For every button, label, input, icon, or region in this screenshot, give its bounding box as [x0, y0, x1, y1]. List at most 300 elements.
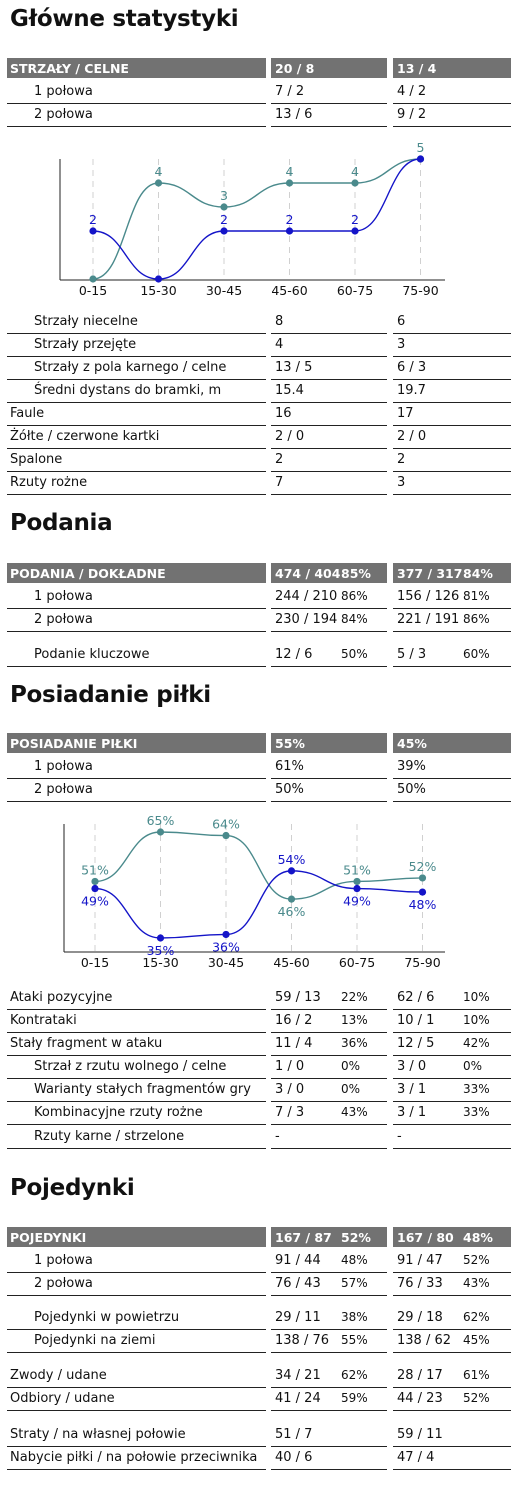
row-team2-percent: 52% [463, 1253, 490, 1267]
header-team2-percent: 84% [463, 566, 493, 581]
data-point [419, 874, 426, 881]
row-team2-percent: 33% [463, 1105, 490, 1119]
row-team1-value: 59 / 13 [275, 990, 321, 1005]
table-row-team1 [271, 609, 387, 632]
table-row-label [7, 1307, 266, 1330]
table-row-team1 [271, 426, 387, 449]
row-team2-value: 4 / 2 [397, 84, 427, 99]
row-team1-value: 2 / 0 [275, 429, 305, 444]
row-team2-value: 3 / 1 [397, 1082, 427, 1097]
row-label: Warianty stałych fragmentów gry [34, 1082, 251, 1097]
table-row-label [7, 1126, 266, 1149]
table-row-label [7, 1273, 266, 1296]
header-team2-value: 377 / 317 [397, 566, 463, 581]
data-label: 51% [81, 862, 109, 878]
row-team2-percent: 62% [463, 1310, 490, 1324]
row-team1-value: 1 / 0 [275, 1059, 305, 1074]
row-team1-value: 34 / 21 [275, 1368, 321, 1383]
data-label: 52% [408, 858, 437, 874]
row-team2-value: 17 [397, 406, 414, 421]
table-row-team1 [271, 756, 387, 779]
row-label: 2 połowa [34, 612, 93, 627]
row-team2-value: 6 / 3 [397, 360, 427, 375]
data-point [353, 885, 360, 892]
x-tick-label: 75-90 [404, 955, 441, 970]
row-team2-value: 5 / 3 [397, 647, 427, 662]
row-label: 2 połowa [34, 107, 93, 122]
row-label: Strzały przejęte [34, 337, 137, 352]
table-header-team2-cell [393, 733, 511, 753]
data-label: 4 [285, 164, 294, 179]
row-team1-value: 7 [275, 475, 284, 490]
table-row-label [7, 779, 266, 802]
row-team2-percent: 42% [463, 1036, 490, 1050]
row-label: Kontrataki [10, 1013, 77, 1028]
table-row-label [7, 334, 266, 357]
table-row-team1 [271, 311, 387, 334]
table-row-label [7, 756, 266, 779]
table-row-team2 [393, 1250, 511, 1273]
row-team2-percent: 0% [463, 1059, 483, 1073]
row-team1-percent: 57% [341, 1276, 368, 1290]
section-title-main-stats: Główne statystyki [10, 6, 239, 32]
table-row-team1 [271, 81, 387, 104]
row-team1-value: 7 / 3 [275, 1105, 305, 1120]
table-row-team2 [393, 357, 511, 380]
row-team2-value: 39% [397, 759, 426, 774]
row-team2-percent: 10% [463, 1013, 490, 1027]
row-team1-percent: 48% [341, 1253, 368, 1267]
row-label: 1 połowa [34, 84, 93, 99]
row-label: Ataki pozycyjne [10, 990, 113, 1005]
row-team1-percent: 0% [341, 1082, 361, 1096]
row-team2-percent: 52% [463, 1391, 490, 1405]
data-point [222, 931, 229, 938]
table-row-team1 [271, 1424, 387, 1447]
row-team2-value: 3 / 1 [397, 1105, 427, 1120]
table-row-team2 [393, 472, 511, 495]
row-team1-value: 4 [275, 337, 284, 352]
data-point [91, 885, 98, 892]
row-team2-percent: 86% [463, 612, 490, 626]
row-label: Stały fragment w ataku [10, 1036, 163, 1051]
table-row-team1 [271, 644, 387, 667]
table-row-team2 [393, 1388, 511, 1411]
table-row-team1 [271, 357, 387, 380]
table-row-label [7, 1102, 266, 1125]
table-row-team1 [271, 586, 387, 609]
series-line [93, 159, 421, 279]
row-label: Kombinacyjne rzuty rożne [34, 1105, 203, 1120]
row-label: Faule [10, 406, 45, 421]
data-point [155, 179, 162, 186]
row-team1-percent: 86% [341, 589, 368, 603]
row-label: Odbiory / udane [10, 1391, 115, 1406]
table-row-team1 [271, 779, 387, 802]
row-team1-percent: 55% [341, 1333, 368, 1347]
data-label: 48% [408, 897, 437, 913]
header-team2-value: 45% [397, 736, 427, 751]
row-label: 1 połowa [34, 759, 93, 774]
table-row-team1 [271, 334, 387, 357]
row-team1-value: 16 / 2 [275, 1013, 313, 1028]
row-team1-value: 7 / 2 [275, 84, 305, 99]
row-team2-value: 221 / 191 [397, 612, 460, 627]
table-row-team1 [271, 1307, 387, 1330]
table-row-team2 [393, 426, 511, 449]
table-row-team1 [271, 1250, 387, 1273]
table-row-team2 [393, 449, 511, 472]
data-point [353, 878, 360, 885]
table-row-team2 [393, 1273, 511, 1296]
row-label: Nabycie piłki / na połowie przeciwnika [10, 1450, 258, 1465]
row-label: 2 połowa [34, 1276, 93, 1291]
row-team1-value: 61% [275, 759, 304, 774]
table-row-team2 [393, 644, 511, 667]
row-team1-percent: 13% [341, 1013, 368, 1027]
row-team2-percent: 61% [463, 1368, 490, 1382]
table-row-label [7, 311, 266, 334]
table-header-team2-cell [393, 563, 511, 583]
table-row-team2 [393, 334, 511, 357]
x-tick-label: 30-45 [207, 955, 245, 970]
table-row-label [7, 1079, 266, 1102]
table-header-label-cell [7, 58, 266, 78]
row-team2-value: 12 / 5 [397, 1036, 435, 1051]
data-label: 2 [351, 212, 359, 227]
header-label: POJEDYNKI [10, 1230, 87, 1245]
data-point [157, 828, 164, 835]
row-label: Rzuty karne / strzelone [34, 1129, 185, 1144]
table-row-label [7, 1056, 266, 1079]
table-row-team1 [271, 1056, 387, 1079]
row-label: Pojedynki na ziemi [34, 1333, 156, 1348]
data-point [351, 227, 358, 234]
table-row-team2 [393, 380, 511, 403]
row-team1-percent: 62% [341, 1368, 368, 1382]
table-header-label-cell [7, 1227, 266, 1247]
x-tick-label: 60-75 [336, 283, 374, 298]
series-line [93, 159, 421, 279]
table-row-team1 [271, 1330, 387, 1353]
table-row-team2 [393, 609, 511, 632]
data-point [417, 155, 424, 162]
row-team2-value: 44 / 23 [397, 1391, 443, 1406]
row-label: Strzał z rzutu wolnego / celne [34, 1059, 227, 1074]
row-team2-value: 29 / 18 [397, 1310, 443, 1325]
row-team2-value: 3 / 0 [397, 1059, 427, 1074]
x-tick-label: 0-15 [78, 283, 108, 298]
data-label: 49% [343, 893, 371, 909]
x-tick-label: 15-30 [142, 955, 179, 970]
header-label: STRZAŁY / CELNE [10, 61, 129, 76]
data-point [286, 179, 293, 186]
table-header-team2-cell [393, 1227, 511, 1247]
header-label: PODANIA / DOKŁADNE [10, 566, 166, 581]
header-team1-percent: 85% [341, 566, 371, 581]
row-team2-value: 19.7 [397, 383, 426, 398]
row-team2-value: 62 / 6 [397, 990, 435, 1005]
data-label: 51% [343, 862, 371, 878]
data-label: 3 [220, 188, 228, 203]
row-team2-value: 6 [397, 314, 406, 329]
table-row-team1 [271, 1102, 387, 1125]
table-row-label [7, 1033, 266, 1056]
data-point [288, 896, 295, 903]
header-team1-value: 167 / 87 [275, 1230, 332, 1245]
table-row-team1 [271, 449, 387, 472]
x-tick-label: 75-90 [402, 283, 439, 298]
row-team1-value: 40 / 6 [275, 1450, 313, 1465]
row-team1-value: 12 / 6 [275, 647, 313, 662]
data-point [351, 179, 358, 186]
row-team2-percent: 81% [463, 589, 490, 603]
row-label: 1 połowa [34, 1253, 93, 1268]
data-point [286, 227, 293, 234]
table-row-team2 [393, 1079, 511, 1102]
data-point [222, 832, 229, 839]
table-row-team2 [393, 1330, 511, 1353]
row-team2-value: 76 / 33 [397, 1276, 443, 1291]
x-tick-label: 15-30 [140, 283, 177, 298]
row-team2-value: - [397, 1129, 402, 1144]
table-row-team2 [393, 1126, 511, 1149]
row-team1-percent: 36% [341, 1036, 368, 1050]
row-team1-value: 29 / 11 [275, 1310, 321, 1325]
row-team2-value: 2 / 0 [397, 429, 427, 444]
row-team2-percent: 33% [463, 1082, 490, 1096]
table-row-team1 [271, 1447, 387, 1470]
row-team2-value: 3 [397, 337, 406, 352]
table-row-team2 [393, 104, 511, 127]
x-tick-label: 0-15 [80, 955, 110, 970]
row-team1-value: 2 [275, 452, 284, 467]
table-row-team2 [393, 1365, 511, 1388]
data-point [419, 888, 426, 895]
table-row-team1 [271, 1365, 387, 1388]
row-label: 2 połowa [34, 782, 93, 797]
table-row-team2 [393, 81, 511, 104]
table-row-label [7, 403, 266, 426]
data-label: 4 [154, 164, 163, 179]
row-team2-value: 28 / 17 [397, 1368, 443, 1383]
header-team2-value: 167 / 80 [397, 1230, 454, 1245]
row-team2-value: 2 [397, 452, 406, 467]
possession-timeline-chart [0, 810, 523, 980]
row-team1-value: 91 / 44 [275, 1253, 321, 1268]
row-team1-percent: 43% [341, 1105, 368, 1119]
row-team2-value: 9 / 2 [397, 107, 427, 122]
data-point [89, 275, 96, 282]
x-tick-label: 60-75 [338, 955, 376, 970]
header-team1-percent: 52% [341, 1230, 371, 1245]
section-title-duels: Pojedynki [10, 1175, 135, 1201]
table-row-team2 [393, 1010, 511, 1033]
x-tick-label: 30-45 [205, 283, 243, 298]
row-team1-percent: 22% [341, 990, 368, 1004]
row-team1-percent: 50% [341, 647, 368, 661]
table-header-label-cell [7, 563, 266, 583]
table-row-label [7, 987, 266, 1010]
table-row-label [7, 1447, 266, 1470]
table-header-label-cell [7, 733, 266, 753]
table-row-label [7, 81, 266, 104]
row-team1-percent: 38% [341, 1310, 368, 1324]
data-label: 2 [220, 212, 228, 227]
table-row-team2 [393, 311, 511, 334]
table-row-team1 [271, 1033, 387, 1056]
table-row-team1 [271, 1010, 387, 1033]
table-row-label [7, 426, 266, 449]
row-team1-value: 50% [275, 782, 304, 797]
table-row-team2 [393, 779, 511, 802]
header-team1-value: 474 / 404 [275, 566, 341, 581]
table-row-label [7, 1250, 266, 1273]
table-row-label [7, 472, 266, 495]
row-team1-value: 13 / 6 [275, 107, 313, 122]
table-row-team2 [393, 586, 511, 609]
row-team2-value: 138 / 62 [397, 1333, 451, 1348]
table-row-label [7, 586, 266, 609]
data-label: 2 [89, 212, 97, 227]
table-row-team1 [271, 1126, 387, 1149]
table-row-label [7, 1010, 266, 1033]
row-team1-value: - [275, 1129, 280, 1144]
row-label: Strzały niecelne [34, 314, 138, 329]
data-point [91, 878, 98, 885]
data-label: 65% [146, 813, 175, 828]
table-row-label [7, 1365, 266, 1388]
row-team1-value: 138 / 76 [275, 1333, 329, 1348]
table-row-label [7, 1424, 266, 1447]
x-tick-label: 45-60 [273, 955, 310, 970]
table-row-team1 [271, 403, 387, 426]
data-label: 4 [351, 164, 359, 179]
row-team2-value: 10 / 1 [397, 1013, 435, 1028]
row-team1-value: 230 / 194 [275, 612, 338, 627]
table-row-team2 [393, 1447, 511, 1470]
section-title-possession: Posiadanie piłki [10, 682, 211, 708]
table-row-team1 [271, 1079, 387, 1102]
row-team2-percent: 60% [463, 647, 490, 661]
table-row-team2 [393, 756, 511, 779]
table-row-team1 [271, 987, 387, 1010]
row-team1-value: 13 / 5 [275, 360, 313, 375]
section-title-passes: Podania [10, 510, 113, 536]
data-label: 54% [277, 851, 306, 867]
table-row-team2 [393, 1424, 511, 1447]
row-team2-value: 47 / 4 [397, 1450, 435, 1465]
row-label: Straty / na własnej połowie [10, 1427, 186, 1442]
row-team1-percent: 59% [341, 1391, 368, 1405]
table-row-team2 [393, 987, 511, 1010]
row-team1-value: 8 [275, 314, 284, 329]
row-label: 1 połowa [34, 589, 93, 604]
table-row-team2 [393, 1102, 511, 1125]
data-label: 64% [212, 816, 240, 832]
row-team2-percent: 10% [463, 990, 490, 1004]
row-team1-value: 11 / 4 [275, 1036, 313, 1051]
table-row-team2 [393, 1056, 511, 1079]
row-label: Zwody / udane [10, 1368, 107, 1383]
table-row-team2 [393, 1307, 511, 1330]
table-row-label [7, 644, 266, 667]
data-label: 5 [416, 140, 425, 155]
table-row-label [7, 1388, 266, 1411]
row-team2-percent: 43% [463, 1276, 490, 1290]
table-header-team1-cell [271, 733, 387, 753]
row-label: Żółte / czerwone kartki [10, 429, 160, 444]
table-row-team1 [271, 380, 387, 403]
row-label: Rzuty rożne [10, 475, 88, 490]
data-label: 46% [277, 904, 306, 920]
row-team2-value: 3 [397, 475, 406, 490]
table-row-label [7, 104, 266, 127]
header-team1-value: 20 / 8 [275, 61, 315, 76]
table-row-label [7, 357, 266, 380]
header-team2-percent: 48% [463, 1230, 493, 1245]
row-team2-value: 91 / 47 [397, 1253, 443, 1268]
table-header-team2-cell [393, 58, 511, 78]
data-label: 2 [285, 212, 294, 227]
table-header-team1-cell [271, 1227, 387, 1247]
row-label: Strzały z pola karnego / celne [34, 360, 227, 375]
table-row-label [7, 380, 266, 403]
table-row-team1 [271, 1273, 387, 1296]
row-label: Średni dystans do bramki, m [34, 383, 222, 398]
table-row-team1 [271, 472, 387, 495]
row-team1-percent: 84% [341, 612, 368, 626]
row-team1-value: 16 [275, 406, 292, 421]
row-team1-value: 76 / 43 [275, 1276, 321, 1291]
row-label: Spalone [10, 452, 63, 467]
table-row-team1 [271, 1388, 387, 1411]
row-team2-value: 50% [397, 782, 426, 797]
row-label: Pojedynki w powietrzu [34, 1310, 180, 1325]
shots-timeline-chart [0, 140, 523, 300]
header-team2-value: 13 / 4 [397, 61, 437, 76]
row-team1-value: 15.4 [275, 383, 304, 398]
row-team1-value: 244 / 210 [275, 589, 338, 604]
data-point [288, 867, 295, 874]
row-team1-value: 51 / 7 [275, 1427, 313, 1442]
data-point [157, 934, 164, 941]
table-row-label [7, 609, 266, 632]
row-team2-value: 59 / 11 [397, 1427, 443, 1442]
data-label: 36% [212, 939, 240, 955]
table-row-team1 [271, 104, 387, 127]
row-label: Podanie kluczowe [34, 647, 150, 662]
table-header-team1-cell [271, 58, 387, 78]
table-row-label [7, 1330, 266, 1353]
header-label: POSIADANIE PIŁKI [10, 736, 138, 751]
row-team2-value: 156 / 126 [397, 589, 460, 604]
table-row-team2 [393, 403, 511, 426]
table-row-label [7, 449, 266, 472]
data-point [220, 203, 227, 210]
table-row-team2 [393, 1033, 511, 1056]
x-tick-label: 45-60 [271, 283, 308, 298]
row-team2-percent: 45% [463, 1333, 490, 1347]
table-header-team1-cell [271, 563, 387, 583]
header-team1-value: 55% [275, 736, 305, 751]
data-label: 49% [81, 893, 109, 909]
data-point [155, 275, 162, 282]
data-point [220, 227, 227, 234]
row-team1-value: 41 / 24 [275, 1391, 321, 1406]
data-point [89, 227, 96, 234]
data-label: 35% [146, 943, 175, 958]
